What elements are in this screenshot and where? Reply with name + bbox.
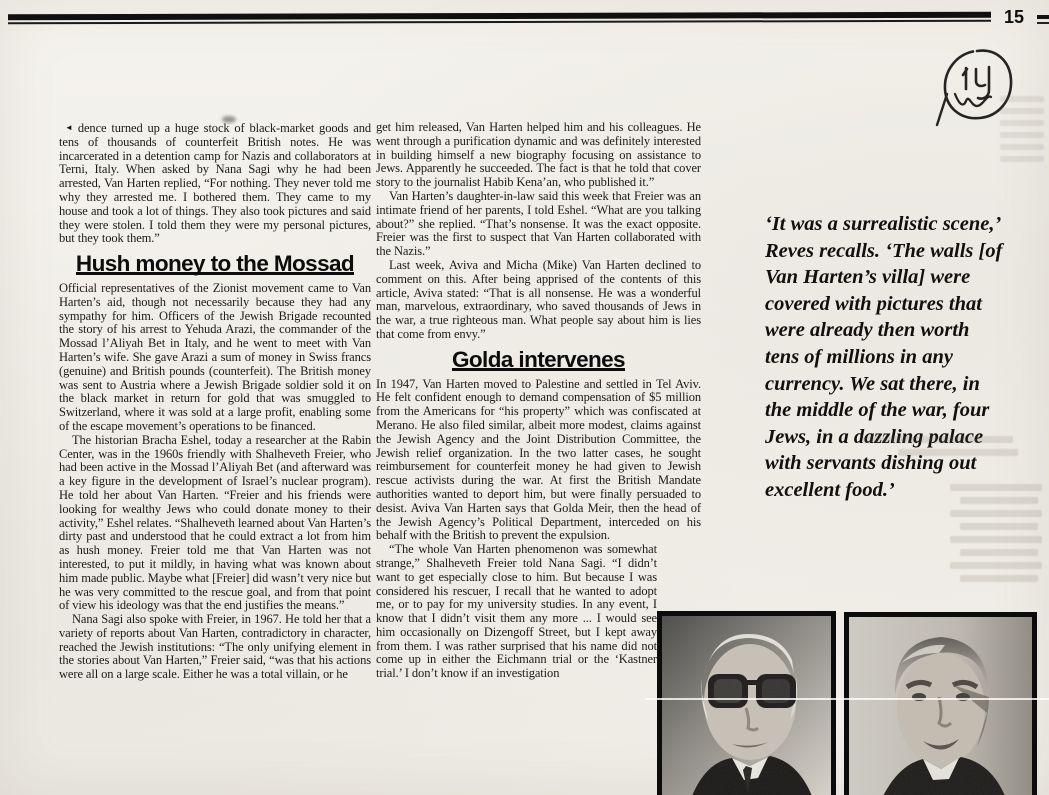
portrait-photo-man-with-glasses	[657, 611, 836, 795]
pull-quote: ‘It was a surrealistic scene,’ Reves recalls. ‘The walls [of Van Harten’s villa] were covered with pictures that were already then worth tens of millions in any currency. We sat there, in the middle of the war, four Jews, in a dazzling palace with servants dishing out excellent food.’	[765, 213, 1003, 501]
article-column-right	[376, 121, 701, 681]
article-paragraph: get him released, Van Harten helped him and his colleagues. He went through a purification dynamic and was definitely interested in building himself a new biography focusing on assistance to Jews. Apparently he succeeded. The fact is that he told that cover story to the journalist Habib Kena’an, who published it.”	[376, 120, 701, 190]
page-number: 15	[1004, 7, 1025, 27]
bleed-through-ghost-text	[1000, 90, 1049, 168]
top-rule-right-thick	[1037, 15, 1049, 19]
article-paragraph: Nana Sagi also spoke with Freier, in 1967. He told her that a variety of reports about Van Harten, contradictory in character, reached the Jewish institutions: “The only unifying element in the stories about Van Harten,” Freier said, “was that his actions were all on a large scale. Either he was a total villain, or he	[59, 612, 371, 682]
top-rule-thin	[8, 20, 991, 25]
article-paragraph: In 1947, Van Harten moved to Palestine and settled in Tel Aviv. He felt confident enough to demand compensation of $5 million from the Americans for “his property” which was confiscated at Merano. He also filed similar, albeit more modest, claims against the Jewish Agency and the Joint Distribution Committee, the Jewish relief organization. In the two latter cases, he sought reimbursement for counterfeit money he had given to Jewish rescue activists during the war. At first the British Mandate authorities wanted to deport him, but were finally persuaded to desist. Aviva Van Harten says that Golda Meir, then the head of the Jewish Agency’s Political Department, interceded on his behalf with the British to prevent the expulsion.	[376, 376, 701, 543]
article-paragraph: The historian Bracha Eshel, today a researcher at the Rabin Center, was in the 1960s friendly with Shalheveth Freier, who had been active in the Mossad l’Aliyah Bet (and afterward was a key figure in the development of Israel’s nuclear program). He told her about Van Harten. “Freier and his friends were looking for wealthy Jews who could donate money to their activity,” Eshel relates. “Shalheveth learned about Van Harten’s dirty past and understood that he could extract a lot from him as hush money. Freier told me that Van Harten was not interested, to put it mildly, in having what was known about him made public. Maybe what [Freier] did wasn’t very nice but he was very committed to the rescue goal, and from that point of view his ideology was that the end justifies the means.”	[59, 432, 371, 613]
bleed-through-ghost-text	[843, 430, 1043, 462]
section-heading-golda-intervenes: Golda intervenes	[452, 346, 625, 372]
article-column-left	[59, 121, 371, 682]
article-paragraph: Last week, Aviva and Micha (Mike) Van Harten declined to comment on this. After being apprised of the contents of this article, Aviva stated: “That is all nonsense. He was a wonderful man, marvelous, extraordinary, who saved thousands of Jews in the war, a true righteous man. What people say about him is lies that come from envy.”	[376, 257, 701, 341]
continuation-arrow-icon: ◄	[65, 123, 73, 132]
paragraph-text: dence turned up a huge stock of black-market goods and tens of thousands of counterfeit British notes. He was incarcerated in a detention camp for Nazis and collaborators at Terni, Italy. When asked by Nana Sagi why he had been arrested, Van Harten replied, “For nothing. They never told me why they arrested me. I bothered them. They came to my house and took a lot of things. They also took pictures and said they were stolen. I told them they were my personal pictures, but they took them.”	[59, 121, 371, 246]
top-rule-thick	[8, 12, 991, 21]
article-paragraph	[59, 121, 371, 246]
top-rule-right-thin	[1037, 22, 1049, 24]
bleed-through-ghost-text	[950, 478, 1049, 588]
article-paragraph: “The whole Van Harten phenomenon was somewhat strange,” Shalheveth Freier told Nana Sagi. “I didn’t want to get especially close to him. But because I was considered his rescuer, I recall that he wanted to adopt me, or to pay for my university studies. In any event, I know that I didn’t visit them any more ... I would see him occasionally on Dizengoff Street, but I kept away from them. I was rather surprised that his name did not come up in either the Eichmann trial or the ‘Kastner trial.’ I don’t know if an investigation	[376, 542, 657, 681]
portrait-photo-man-combed-hair	[844, 612, 1037, 795]
article-paragraph: Official representatives of the Zionist movement came to Van Harten’s aid, though not necessarily because they had any sympathy for him. Officers of the Jewish Brigade recounted the story of his arrest to Yehuda Arazi, the commander of the Mossad l’Aliyah Bet in Italy, and he went to meet with Van Harten’s wife. She gave Arazi a sum of money in Swiss francs (genuine) and British pounds (counterfeit). The British money was sent to Austria where a Jewish Brigade soldier sold it on the black market in return for gold that was smuggled to Switzerland, where it was sold at a large profit, enabling some of the escape movement’s operations to be financed.	[59, 280, 371, 433]
article-paragraph: Van Harten’s daughter-in-law said this week that Freier was an intimate friend of her parents, I told Eshel. “What are you talking about?” she replied. “That’s nonsense. It was the exact opposite. Freier was the first to suspect that Van Harten collaborated with the Nazis.”	[376, 188, 701, 259]
section-heading-hush-money: Hush money to the Mossad	[75, 251, 355, 277]
paper-crease	[645, 698, 1049, 700]
